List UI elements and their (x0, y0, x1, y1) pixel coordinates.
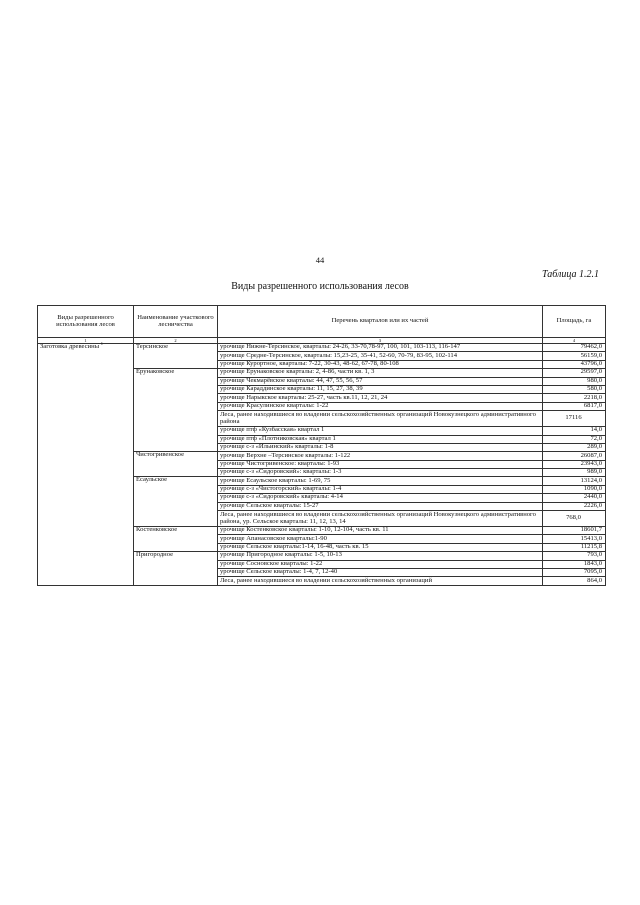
quarters-cell: урочище Верхне –Терсинское кварталы: 1-122 (218, 452, 543, 460)
area-cell: 2226,0 (543, 502, 606, 510)
area-cell: 14,0 (543, 427, 606, 435)
quarters-cell: Леса, ранее находившиеся во владении сельскохозяйственных организаций (218, 577, 543, 585)
area-cell: 23943,0 (543, 460, 606, 468)
quarters-cell: урочище Чекмарёвское кварталы: 44, 47, 55, 56, 57 (218, 377, 543, 385)
area-cell: 768,0 (543, 511, 606, 527)
area-cell: 1090,0 (543, 485, 606, 493)
area-cell: 17116 (543, 411, 606, 427)
quarters-cell: урочище Красулинское кварталы: 1-22 (218, 402, 543, 410)
quarters-cell: урочище Есаульское кварталы: 1-69, 75 (218, 477, 543, 485)
quarters-cell: урочище птф «Кузбасская» квартал 1 (218, 427, 543, 435)
page-number: 44 (315, 255, 325, 265)
quarters-cell: урочище Сельское кварталы: 15-27 (218, 502, 543, 510)
forestry-name: Ерунаковское (134, 369, 218, 452)
quarters-cell: урочище Чистогривенское: кварталы: 1-93 (218, 460, 543, 468)
quarters-cell: урочище Сельское кварталы: 1-4, 7, 12-40 (218, 568, 543, 576)
area-cell: 580,0 (543, 385, 606, 393)
quarters-cell: урочище Костенковское кварталы: 1-10, 12-104, часть кв. 11 (218, 527, 543, 535)
area-cell: 6817,0 (543, 402, 606, 410)
area-cell: 15413,0 (543, 535, 606, 543)
header-row (38, 306, 606, 338)
area-cell: 864,0 (543, 577, 606, 585)
area-cell: 7095,0 (543, 568, 606, 576)
forest-use-table (37, 305, 606, 586)
header-forestry: Наименование участкового лесничества (134, 306, 218, 338)
forestry-name: Костенковское (134, 527, 218, 552)
quarters-cell: урочище Апанасовское кварталы:1-90 (218, 535, 543, 543)
area-cell: 2218,0 (543, 394, 606, 402)
area-cell: 2440,0 (543, 494, 606, 502)
quarters-cell: урочище Сосновское кварталы: 1-22 (218, 560, 543, 568)
area-cell: 793,0 (543, 552, 606, 560)
area-cell: 989,0 (543, 469, 606, 477)
quarters-cell: урочище птф «Плотниковская» квартал 1 (218, 435, 543, 443)
quarters-cell: урочище Сельское кварталы:1-14, 16-48, часть кв. 15 (218, 543, 543, 551)
area-cell: 18601,7 (543, 527, 606, 535)
area-cell: 13124,0 (543, 477, 606, 485)
area-cell: 289,0 (543, 443, 606, 451)
area-cell: 43796,0 (543, 360, 606, 368)
header-area: Площадь, га (543, 306, 606, 338)
column-number: 4 (543, 338, 606, 344)
column-number: 2 (134, 338, 218, 344)
forestry-name: Терсинское (134, 344, 218, 369)
use-type-cell (38, 341, 134, 586)
area-cell: 79462,0 (543, 344, 606, 352)
area-cell: 29597,0 (543, 369, 606, 377)
quarters-cell: урочище с-з «Сидоровский»: кварталы: 1-3 (218, 469, 543, 477)
column-number: 3 (218, 338, 543, 344)
quarters-cell: урочище Караддинское кварталы: 11, 15, 27, 38, 39 (218, 385, 543, 393)
quarters-cell: Леса, ранее находившиеся во владении сельскохозяйственных организаций Новокузнецкого административного района, ур. Сельское кварталы: 11, 12, 13, 14 (218, 511, 543, 527)
use-type-label: Заготовка древесины (40, 343, 100, 351)
table-label: Таблица 1.2.1 (542, 269, 599, 280)
footnote-marker: 1 (100, 341, 103, 346)
quarters-cell: урочище Пригородное кварталы: 1-5, 10-13 (218, 552, 543, 560)
column-number: 1 (38, 338, 134, 344)
quarters-cell: урочище с-з «Чистогорский» кварталы: 1-4 (218, 485, 543, 493)
quarters-cell: урочище Нижне-Терсинское, кварталы: 24-26, 33-70,78-97, 100, 101, 103-113, 116-147 (218, 344, 543, 352)
quarters-cell: урочище с-з «Сидоровский» кварталы: 4-14 (218, 494, 543, 502)
quarters-cell: урочище Курортное, кварталы: 7-22, 30-43, 48-62, 67-78, 80-108 (218, 360, 543, 368)
forestry-name: Чистогривенское (134, 452, 218, 477)
quarters-cell: Леса, ранее находившиеся во владении сельскохозяйственных организаций Новокузнецкого административного района (218, 411, 543, 427)
forestry-name: Есаульское (134, 477, 218, 527)
table-title: Виды разрешенного использования лесов (231, 281, 409, 292)
area-cell: 56159,0 (543, 352, 606, 360)
quarters-cell: урочище Ерунаковское кварталы: 2, 4-86, части кв. 1, 3 (218, 369, 543, 377)
area-cell: 72,0 (543, 435, 606, 443)
quarters-cell: урочище Средне-Терсинское, кварталы: 15,23-25, 35-41, 52-60, 70-79, 83-95, 102-114 (218, 352, 543, 360)
area-cell: 1843,0 (543, 560, 606, 568)
area-cell: 980,0 (543, 377, 606, 385)
forestry-name: Пригородное (134, 552, 218, 586)
table-row (38, 344, 606, 352)
area-cell: 26087,0 (543, 452, 606, 460)
quarters-cell: урочище с-з «Ильинский» кварталы: 1-8 (218, 443, 543, 451)
area-cell: 11215,8 (543, 543, 606, 551)
header-quarters: Перечень кварталов или их частей (218, 306, 543, 338)
header-use-type: Виды разрешенного использования лесов (38, 306, 134, 338)
quarters-cell: урочище Нарыкское кварталы: 25-27, часть кв.11, 12, 21, 24 (218, 394, 543, 402)
